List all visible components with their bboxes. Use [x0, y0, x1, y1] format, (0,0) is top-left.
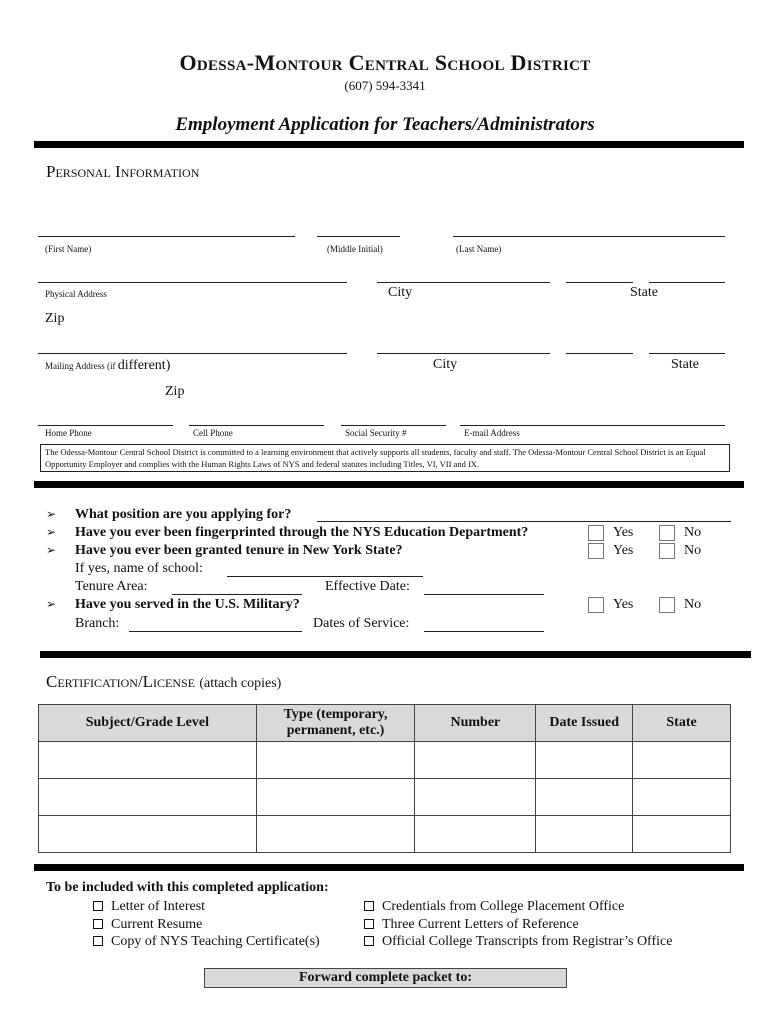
first-name-field[interactable] — [38, 236, 295, 237]
checkbox-icon — [93, 901, 103, 911]
military-no-label: No — [684, 597, 702, 612]
table-cell[interactable] — [415, 742, 536, 779]
position-question: What position are you applying for? — [75, 507, 292, 522]
eeo-notice: The Odessa-Montour Central School District is committed to a learning environment that actively supports all students, faculty and staff. The Odessa-Montour Central School District is an Equal Opportunity Employer and complies with the Human Rights Laws of NYS and federal statutes including Titles, VI, VII and IX. — [40, 444, 730, 472]
branch-field[interactable] — [129, 631, 302, 632]
tenure-no-label: No — [684, 543, 702, 558]
ssn-field[interactable] — [341, 425, 446, 426]
fingerprinted-yes-checkbox[interactable] — [588, 525, 604, 541]
tenure-question: Have you ever been granted tenure in New York State? — [75, 543, 403, 558]
dates-of-service-field[interactable] — [424, 631, 544, 632]
mailing-address-label — [45, 356, 170, 374]
tenure-area-field[interactable] — [172, 594, 302, 595]
physical-state-label: State — [630, 285, 658, 300]
tenure-yes-checkbox[interactable] — [588, 543, 604, 559]
checklist-item-label: Letter of Interest — [111, 899, 206, 914]
table-cell[interactable] — [633, 816, 731, 853]
bullet-arrow-icon: ➢ — [46, 543, 57, 557]
checkbox-icon — [93, 936, 103, 946]
section-divider-3 — [34, 864, 744, 871]
application-title: Employment Application for Teachers/Administrators — [175, 114, 595, 135]
mailing-address-label-prefix: Mailing Address (if — [45, 361, 118, 371]
checklist-item-transcripts[interactable] — [364, 934, 672, 950]
mailing-zip-field[interactable] — [649, 353, 725, 354]
table-cell[interactable] — [536, 742, 633, 779]
checklist-item-label: Current Resume — [111, 917, 203, 932]
home-phone-label: Home Phone — [45, 428, 92, 438]
school-name-field[interactable] — [227, 576, 423, 577]
table-row — [39, 816, 731, 853]
tenure-no-checkbox[interactable] — [659, 543, 675, 559]
branch-label: Branch: — [75, 616, 120, 631]
physical-address-field[interactable] — [38, 282, 347, 283]
col-number: Number — [415, 705, 536, 742]
checklist-item-label: Copy of NYS Teaching Certificate(s) — [111, 934, 320, 949]
mailing-city-field[interactable] — [377, 353, 550, 354]
cell-phone-field[interactable] — [189, 425, 324, 426]
table-cell[interactable] — [39, 779, 257, 816]
attach-copies-note: (attach copies) — [199, 676, 282, 691]
table-cell[interactable] — [39, 816, 257, 853]
table-cell[interactable] — [256, 742, 415, 779]
bullet-arrow-icon: ➢ — [46, 525, 57, 539]
checklist-item-label: Three Current Letters of Reference — [382, 917, 579, 932]
physical-city-field[interactable] — [377, 282, 550, 283]
effective-date-label: Effective Date: — [325, 579, 410, 594]
checkbox-icon — [364, 901, 374, 911]
checklist-item-credentials[interactable] — [364, 899, 624, 915]
mailing-state-field[interactable] — [566, 353, 633, 354]
mailing-address-label-suffix: different) — [117, 358, 171, 373]
cell-phone-label: Cell Phone — [193, 428, 233, 438]
district-phone: (607) 594-3341 — [344, 78, 426, 93]
section-divider-1 — [34, 481, 744, 488]
school-name-label: If yes, name of school: — [75, 561, 203, 576]
email-field[interactable] — [460, 425, 725, 426]
military-question: Have you served in the U.S. Military? — [75, 597, 300, 612]
table-cell[interactable] — [633, 742, 731, 779]
bullet-arrow-icon: ➢ — [46, 597, 57, 611]
col-state: State — [633, 705, 731, 742]
mailing-city-label: City — [433, 357, 458, 372]
header-divider — [34, 141, 744, 148]
last-name-field[interactable] — [453, 236, 725, 237]
table-cell[interactable] — [536, 816, 633, 853]
fingerprinted-question: Have you ever been fingerprinted through the NYS Education Department? — [75, 525, 529, 540]
checklist-item-label: Official College Transcripts from Registrar’s Office — [382, 934, 673, 949]
military-no-checkbox[interactable] — [659, 597, 675, 613]
table-cell[interactable] — [39, 742, 257, 779]
fingerprinted-no-checkbox[interactable] — [659, 525, 675, 541]
table-cell[interactable] — [415, 816, 536, 853]
middle-initial-field[interactable] — [317, 236, 400, 237]
dates-of-service-label: Dates of Service: — [313, 616, 410, 631]
certification-heading-text: Certification/License — [46, 672, 196, 691]
bullet-arrow-icon: ➢ — [46, 507, 57, 521]
home-phone-field[interactable] — [38, 425, 173, 426]
table-cell[interactable] — [256, 816, 415, 853]
table-cell[interactable] — [415, 779, 536, 816]
table-row — [39, 779, 731, 816]
included-title: To be included with this completed application: — [46, 880, 329, 895]
checklist-item-label: Credentials from College Placement Office — [382, 899, 625, 914]
position-field[interactable] — [317, 521, 731, 522]
checklist-item-resume[interactable] — [93, 917, 202, 933]
email-label: E-mail Address — [464, 428, 520, 438]
col-type: Type (temporary, permanent, etc.) — [256, 705, 415, 742]
col-subject: Subject/Grade Level — [39, 705, 257, 742]
physical-zip-label: Zip — [45, 311, 65, 326]
physical-address-label: Physical Address — [45, 289, 107, 299]
checklist-item-references[interactable] — [364, 917, 579, 933]
physical-zip-field[interactable] — [649, 282, 725, 283]
checkbox-icon — [93, 919, 103, 929]
col-date-issued: Date Issued — [536, 705, 633, 742]
district-name: Odessa-Montour Central School District — [179, 50, 591, 75]
table-row — [39, 742, 731, 779]
military-yes-label: Yes — [613, 597, 634, 612]
fingerprinted-yes-label: Yes — [613, 525, 634, 540]
ssn-label: Social Security # — [345, 428, 407, 438]
table-cell[interactable] — [633, 779, 731, 816]
checklist-item-certificate[interactable] — [93, 934, 320, 950]
mailing-state-label: State — [671, 357, 699, 372]
table-cell[interactable] — [536, 779, 633, 816]
tenure-yes-label: Yes — [613, 543, 634, 558]
military-yes-checkbox[interactable] — [588, 597, 604, 613]
physical-city-label: City — [388, 285, 413, 300]
tenure-area-label: Tenure Area: — [75, 579, 148, 594]
mailing-zip-label: Zip — [165, 384, 185, 399]
table-header-row — [39, 705, 731, 742]
checkbox-icon — [364, 919, 374, 929]
middle-initial-label: (Middle Initial) — [327, 244, 383, 254]
effective-date-field[interactable] — [424, 594, 544, 595]
first-name-label: (First Name) — [45, 244, 92, 254]
checklist-item-letter[interactable] — [93, 899, 205, 915]
forward-packet-box: Forward complete packet to: — [204, 968, 567, 988]
certification-table — [38, 704, 731, 853]
certification-heading — [46, 672, 281, 692]
physical-state-field[interactable] — [566, 282, 633, 283]
table-cell[interactable] — [256, 779, 415, 816]
personal-info-heading: Personal Information — [46, 162, 200, 181]
fingerprinted-no-label: No — [684, 525, 702, 540]
section-divider-2 — [40, 651, 751, 658]
last-name-label: (Last Name) — [456, 244, 502, 254]
checkbox-icon — [364, 936, 374, 946]
mailing-address-field[interactable] — [38, 353, 347, 354]
